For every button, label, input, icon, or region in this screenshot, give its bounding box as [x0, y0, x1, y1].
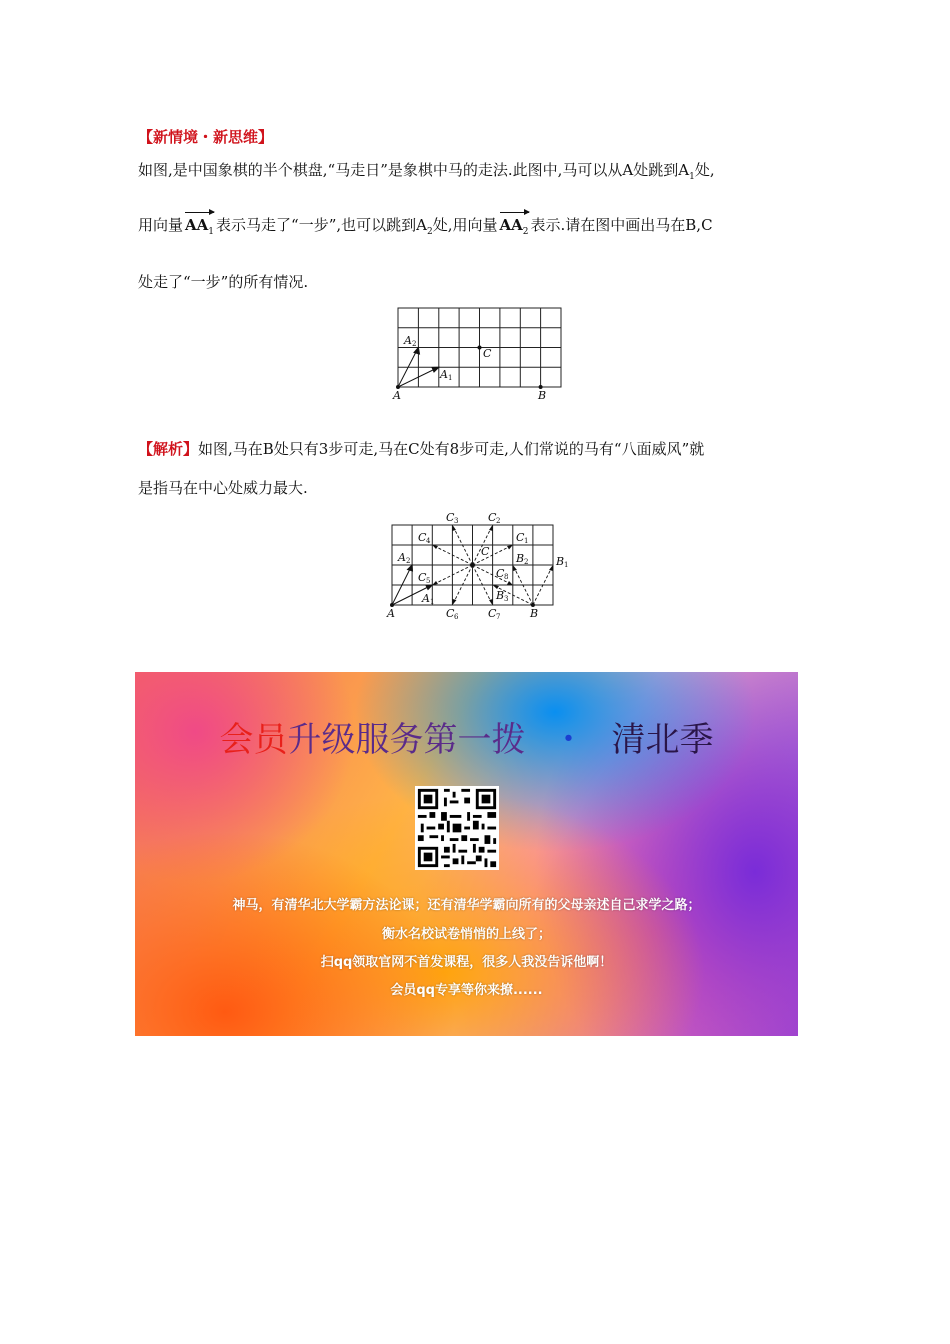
- point-C: [478, 346, 482, 350]
- label-B: B: [530, 607, 539, 620]
- label-B1: B: [556, 555, 565, 568]
- vector-AA2: [500, 215, 529, 242]
- analysis-line-1: [138, 439, 704, 459]
- subscript: 2: [426, 227, 433, 237]
- label-C5: C: [418, 571, 427, 584]
- label-A1: A: [422, 592, 430, 605]
- vector-main: AA: [499, 216, 523, 234]
- label-A2: A: [404, 334, 412, 347]
- banner-line-3: 扫qq领取官网不首发课程，很多人我没告诉他啊！: [320, 955, 613, 970]
- label-C: C: [483, 347, 492, 360]
- label-C3: C: [446, 511, 455, 524]
- problem-text-2a: 用向量: [138, 216, 184, 234]
- banner-title-part1: 会员: [219, 720, 288, 760]
- label-C1-sub: 1: [524, 537, 529, 545]
- vector-AA1: [185, 215, 214, 242]
- membership-banner[interactable]: [135, 672, 798, 1036]
- problem-text-1-end: 处,: [694, 161, 715, 179]
- label-C8: C: [496, 567, 505, 580]
- chessboard-figure-1: [388, 300, 570, 404]
- banner-title-part2: 升级服务第一拨: [287, 720, 526, 760]
- subscript: 1: [689, 172, 695, 182]
- point-C: [471, 563, 475, 567]
- label-A1: A: [440, 368, 448, 381]
- analysis-text-1: 如图,马在B处只有3步可走,马在C处有8步可走,人们常说的马有“八面威风”就: [198, 440, 705, 458]
- label-C6: C: [446, 607, 455, 620]
- label-C2: C: [488, 511, 497, 524]
- analysis-line-2: 是指马在中心处威力最大.: [138, 479, 308, 497]
- label-C7: C: [488, 607, 497, 620]
- banner-title: [135, 712, 798, 761]
- label-C2-sub: 2: [496, 517, 501, 525]
- problem-text-2d: 表示.请在图中画出马在B,C: [530, 216, 713, 234]
- banner-title-part4: 清北季: [611, 720, 714, 760]
- label-C7-sub: 7: [496, 613, 501, 621]
- section-tag-new-context: 【新情境・新思维】: [138, 128, 274, 146]
- label-B2: B: [516, 552, 525, 565]
- label-A1-sub: 1: [448, 374, 453, 382]
- label-A2-sub: 2: [406, 557, 411, 565]
- banner-line-4: 会员qq专享等你来撩......: [390, 983, 543, 998]
- label-B1-sub: 1: [564, 561, 569, 569]
- label-C4: C: [418, 531, 427, 544]
- vector-main: AA: [185, 216, 209, 234]
- problem-text-1: 如图,是中国象棋的半个棋盘,“马走日”是象棋中马的走法.此图中,马可以从A处跳到A: [138, 161, 690, 179]
- label-C: C: [481, 545, 490, 558]
- vector-sub: 2: [522, 227, 529, 237]
- label-C6-sub: 6: [454, 613, 459, 621]
- problem-text-2c: 处,用向量: [432, 216, 498, 234]
- problem-line-3: 处走了“一步”的所有情况.: [138, 273, 309, 291]
- label-B2-sub: 2: [524, 558, 529, 566]
- label-C3-sub: 3: [454, 517, 459, 525]
- label-C1: C: [516, 531, 525, 544]
- label-C5-sub: 5: [426, 577, 431, 585]
- vector-sub: 1: [208, 227, 215, 237]
- label-A: A: [393, 389, 401, 402]
- banner-line-2: 衡水名校试卷悄悄的上线了；: [381, 927, 551, 942]
- qr-code-icon[interactable]: [415, 786, 499, 870]
- problem-line-1: [138, 160, 715, 187]
- problem-text-2b: 表示马走了“一步”,也可以跳到A: [216, 216, 427, 234]
- label-A: A: [387, 607, 395, 620]
- label-A2-sub: 2: [412, 340, 417, 348]
- banner-title-dot: ・: [551, 720, 586, 760]
- problem-line-2: [138, 215, 713, 242]
- banner-line-1: 神马，有清华北大学霸方法论课；还有清华学霸向所有的父母亲述自己求学之路；: [232, 898, 701, 913]
- label-B3-sub: 3: [504, 595, 509, 603]
- label-A1-sub: 1: [430, 598, 435, 606]
- label-C4-sub: 4: [426, 537, 431, 545]
- analysis-tag: 【解析】: [138, 440, 199, 458]
- label-A2: A: [398, 551, 406, 564]
- label-B3: B: [496, 589, 505, 602]
- chessboard-figure-2: [380, 508, 580, 622]
- label-C8-sub: 8: [504, 573, 509, 581]
- label-B: B: [538, 389, 547, 402]
